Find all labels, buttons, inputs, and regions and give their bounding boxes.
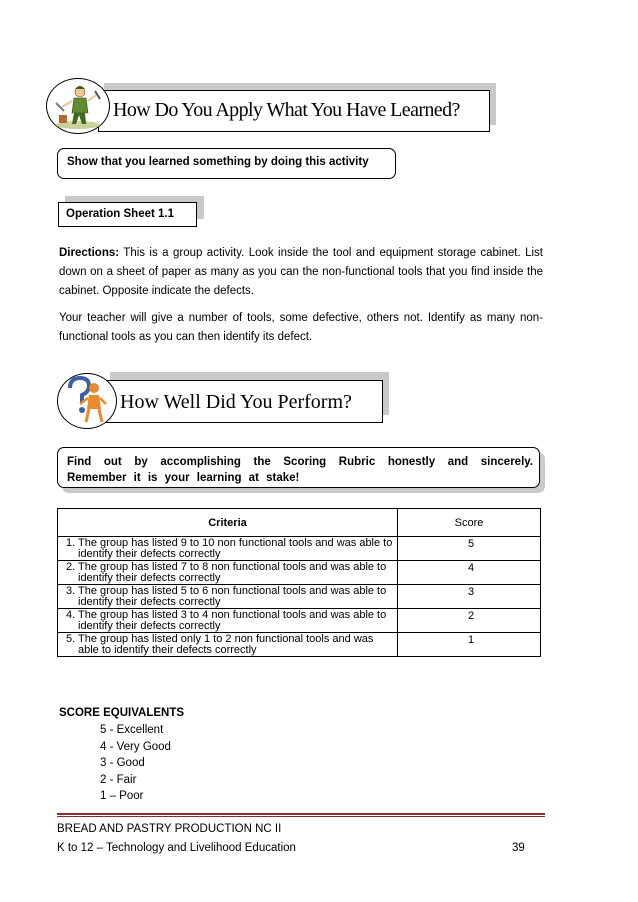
footer-program: K to 12 – Technology and Livelihood Education bbox=[57, 842, 296, 854]
question-figure-icon bbox=[58, 374, 116, 428]
table-row bbox=[58, 633, 541, 657]
teacher-paragraph: Your teacher will give a number of tools, some defective, others not. Identify as many non-functional tools as you can then identify its defect. bbox=[59, 312, 543, 343]
list-item: 1 – Poor bbox=[100, 790, 144, 802]
list-item: 2 - Fair bbox=[100, 773, 137, 786]
activity-subtitle: Show that you learned something by doing this activity bbox=[67, 156, 369, 168]
page-number: 39 bbox=[512, 842, 525, 854]
rubric-instruction: Find out by accomplishing the Scoring Rubric honestly and sincerely. Remember it is your learning at stake! bbox=[67, 456, 533, 484]
criteria-cell: 1. The group has listed 9 to 10 non functional tools and was able to identify their defects correctly bbox=[58, 537, 398, 561]
criteria-cell: 4. The group has listed 3 to 4 non functional tools and was able to identify their defects correctly bbox=[58, 609, 398, 633]
table-header-row bbox=[58, 509, 541, 537]
criteria-cell: 3. The group has listed 5 to 6 non functional tools and was able to identify their defects correctly bbox=[58, 585, 398, 609]
operation-sheet-label: Operation Sheet 1.1 bbox=[66, 208, 175, 220]
header-criteria: Criteria bbox=[58, 509, 398, 537]
table-row bbox=[58, 561, 541, 585]
banner-oval-2 bbox=[57, 373, 117, 429]
score-cell: 1 bbox=[398, 633, 541, 657]
directions-text: This is a group activity. Look inside the tool and equipment storage cabinet. List down on a sheet of paper as many as you can the non-functional tools that you find inside the cabinet. Opposite indicate the defects. bbox=[59, 247, 543, 297]
score-cell: 2 bbox=[398, 609, 541, 633]
directions-label: Directions: bbox=[59, 247, 120, 259]
score-cell: 4 bbox=[398, 561, 541, 585]
table-row bbox=[58, 585, 541, 609]
list-item: 4 - Very Good bbox=[100, 740, 171, 753]
table-row bbox=[58, 609, 541, 633]
directions-paragraph bbox=[59, 244, 543, 301]
footer-course: BREAD AND PASTRY PRODUCTION NC II bbox=[57, 823, 282, 835]
footer-divider bbox=[57, 813, 545, 815]
table-row bbox=[58, 537, 541, 561]
person-with-tools-icon bbox=[47, 79, 109, 133]
list-item: 3 - Good bbox=[100, 757, 145, 769]
score-cell: 3 bbox=[398, 585, 541, 609]
score-equivalents-title: SCORE EQUIVALENTS bbox=[59, 707, 185, 719]
rubric-instruction-box bbox=[57, 447, 540, 488]
criteria-cell: 2. The group has listed 7 to 8 non functional tools and was able to identify their defects correctly bbox=[58, 561, 398, 585]
banner-title-perform: How Well Did You Perform? bbox=[120, 391, 352, 413]
header-score: Score bbox=[398, 509, 541, 537]
footer-divider-thin bbox=[57, 816, 545, 817]
score-equivalents-list bbox=[100, 722, 171, 805]
activity-subtitle-box bbox=[57, 148, 396, 179]
list-item: 5 - Excellent bbox=[100, 724, 164, 736]
banner-oval-1 bbox=[46, 78, 110, 134]
score-cell: 5 bbox=[398, 537, 541, 561]
operation-sheet-box bbox=[58, 202, 197, 227]
criteria-cell: 5. The group has listed only 1 to 2 non functional tools and was able to identify their defects correctly bbox=[58, 633, 398, 657]
banner-title-apply: How Do You Apply What You Have Learned? bbox=[113, 99, 460, 121]
scoring-rubric-table bbox=[57, 508, 541, 657]
